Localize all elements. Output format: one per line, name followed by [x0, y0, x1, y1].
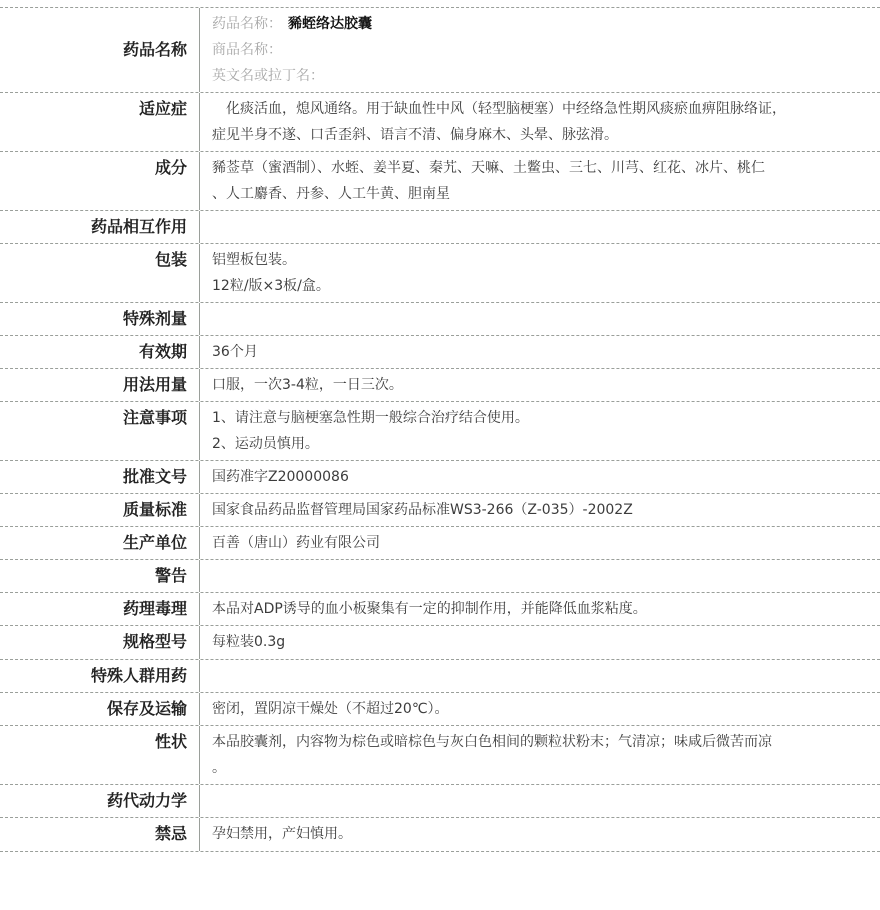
row-label: 包装	[0, 244, 200, 302]
table-row-specification	[0, 626, 880, 660]
table-row-warning	[0, 560, 880, 593]
drug-info-table	[0, 7, 880, 852]
row-label: 药代动力学	[0, 785, 200, 817]
row-label: 批准文号	[0, 461, 200, 493]
row-value	[200, 8, 880, 92]
row-label: 生产单位	[0, 527, 200, 559]
row-label: 禁忌	[0, 818, 200, 851]
row-value	[200, 818, 880, 851]
row-value	[200, 593, 880, 625]
row-label: 用法用量	[0, 369, 200, 401]
value-line: 本品对ADP诱导的血小板聚集有一定的抑制作用，并能降低血浆粘度。	[212, 601, 647, 617]
table-row-pharmacology-toxicology	[0, 593, 880, 626]
row-value	[200, 336, 880, 368]
table-row-manufacturer	[0, 527, 880, 560]
row-label: 规格型号	[0, 626, 200, 659]
row-label: 质量标准	[0, 494, 200, 526]
row-value	[200, 461, 880, 493]
value-line: 密闭，置阴凉干燥处（不超过20℃）。	[212, 701, 449, 717]
table-row-shelf-life	[0, 336, 880, 369]
field-key: 商品名称：	[212, 42, 282, 58]
row-value	[200, 402, 880, 460]
latin-name-line	[212, 63, 868, 89]
value-line: 孕妇禁用，产妇慎用。	[212, 826, 352, 842]
row-label: 警告	[0, 560, 200, 592]
row-value	[200, 211, 880, 243]
row-value	[200, 560, 880, 592]
row-value	[200, 152, 880, 210]
row-label: 保存及运输	[0, 693, 200, 725]
row-label: 注意事项	[0, 402, 200, 460]
row-value	[200, 494, 880, 526]
row-label: 成分	[0, 152, 200, 210]
row-value	[200, 369, 880, 401]
value-line: 豨莶草（蜜酒制）、水蛭、姜半夏、秦艽、天嘛、土鳖虫、三七、川芎、红花、冰片、桃仁	[212, 160, 765, 176]
table-row-approval-number	[0, 461, 880, 494]
trade-name-line	[212, 37, 868, 63]
row-value	[200, 785, 880, 817]
table-row-ingredients	[0, 152, 880, 211]
table-row-storage-transport	[0, 693, 880, 726]
row-label: 适应症	[0, 93, 200, 151]
value-line: 36个月	[212, 344, 258, 360]
row-label: 特殊剂量	[0, 303, 200, 335]
row-label: 药品相互作用	[0, 211, 200, 243]
row-value	[200, 693, 880, 725]
drug-name-value: 豨蛭络达胶囊	[288, 16, 372, 32]
value-line: 每粒装0.3g	[212, 634, 286, 650]
table-row-dosage-usage	[0, 369, 880, 402]
value-line: 12粒/版×3板/盒。	[212, 278, 330, 294]
row-value	[200, 527, 880, 559]
value-line: 国药准字Z20000086	[212, 469, 349, 485]
table-row-packaging	[0, 244, 880, 303]
value-line: 症见半身不遂、口舌歪斜、语言不清、偏身麻木、头晕、脉弦滑。	[212, 127, 618, 143]
row-label: 药品名称	[0, 8, 200, 92]
table-row-contraindications	[0, 818, 880, 852]
value-line: 口服，一次3-4粒，一日三次。	[212, 377, 403, 393]
value-line: 。	[212, 760, 226, 776]
table-row-pharmacokinetics	[0, 785, 880, 818]
row-value	[200, 626, 880, 659]
table-row-indications	[0, 93, 880, 152]
row-label: 有效期	[0, 336, 200, 368]
table-row-description	[0, 726, 880, 785]
value-line: 、人工麝香、丹参、人工牛黄、胆南星	[212, 186, 450, 202]
value-line: 化痰活血，熄风通络。用于缺血性中风（轻型脑梗塞）中经络急性期风痰瘀血痹阻脉络证，	[212, 101, 786, 117]
table-row-drug-interactions	[0, 211, 880, 244]
value-line: 1、请注意与脑梗塞急性期一般综合治疗结合使用。	[212, 410, 529, 426]
table-row-special-populations	[0, 660, 880, 693]
row-label: 药理毒理	[0, 593, 200, 625]
row-value	[200, 726, 880, 784]
row-label: 性状	[0, 726, 200, 784]
row-value	[200, 660, 880, 692]
field-key: 英文名或拉丁名：	[212, 68, 324, 84]
row-value	[200, 93, 880, 151]
table-row-precautions	[0, 402, 880, 461]
table-row-special-dosage	[0, 303, 880, 336]
drug-name-line	[212, 11, 868, 37]
field-key: 药品名称：	[212, 16, 282, 32]
row-value	[200, 303, 880, 335]
value-line: 国家食品药品监督管理局国家药品标准WS3-266（Z-035）-2002Z	[212, 502, 633, 518]
value-line: 本品胶囊剂，内容物为棕色或暗棕色与灰白色相间的颗粒状粉末；气清凉；味咸后微苦而凉	[212, 734, 772, 750]
table-row-quality-standard	[0, 494, 880, 527]
value-line: 铝塑板包装。	[212, 252, 296, 268]
value-line: 2、运动员慎用。	[212, 436, 319, 452]
row-label: 特殊人群用药	[0, 660, 200, 692]
row-value	[200, 244, 880, 302]
value-line: 百善（唐山）药业有限公司	[212, 535, 380, 551]
table-row-drug-name	[0, 8, 880, 93]
